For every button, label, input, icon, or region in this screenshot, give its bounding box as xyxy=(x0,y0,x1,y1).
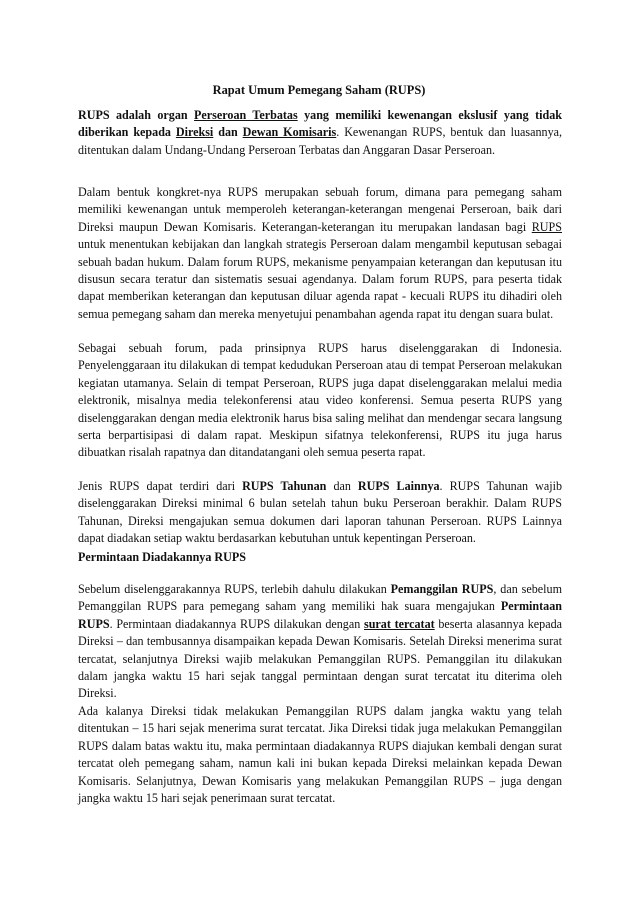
term-permintaan-rups: Permintaan RUPS xyxy=(78,599,562,631)
term-pemanggilan-rups: Pemanggilan RUPS xyxy=(390,582,494,596)
link-direksi[interactable]: Direksi xyxy=(175,125,214,140)
section-heading: Permintaan Diadakannya RUPS xyxy=(78,550,246,564)
paragraph-forum: Dalam bentuk kongkret-nya RUPS merupakan sebuah forum, dimana para pemegang saham memiliki kewenangan untuk memperoleh keterangan-keterangan mengenai Perseroan, baik dari Direksi maupun Dewan Komisaris. Keterangan-keterangan itu merupakan landasan bagi RUPS untuk menentukan kebijakan dan langkah strategis Perseroan dalam mengambil keputusan sebagai sebuah badan hukum. Dalam forum RUPS, mekanisme penyampaian keterangan dan keputusan itu disusun secara teratur dan sistematis sesuai agendanya. Dalam forum RUPS, para peserta tidak dapat memberikan keterangan dan keputusan diluar agenda rapat - kecuali RUPS itu dihadiri oleh semua pemegang saham dan mereka menyetujui penambahan agenda rapat itu dengan suara bulat. xyxy=(78,185,562,321)
paragraph-permintaan: Sebelum diselenggarakannya RUPS, terlebih dahulu dilakukan Pemanggilan RUPS, dan sebelum Pemanggilan RUPS para pemegang saham yang memiliki hak suara mengajukan Permintaan RUPS. Permintaan diadakannya RUPS dilakukan dengan surat tercatat beserta alasannya kepada Direksi – dan tembusannya disampaikan kepada Dewan Komisaris. Setelah Direksi menerima surat tercatat, selanjutnya Direksi wajib melakukan Pemanggilan RUPS. Pemanggilan itu dilakukan dalam jangka waktu 15 hari sejak tanggal permintaan dengan surat tercatat itu diterima oleh Direksi. xyxy=(78,582,562,701)
paragraph-jenis-rups: Jenis RUPS dapat terdiri dari RUPS Tahunan dan RUPS Lainnya. RUPS Tahunan wajib diselenggarakan Direksi minimal 6 bulan setelah tahun buku Perseroan berakhir. Dalam RUPS Tahunan, Direksi mengajukan semua dokumen dari laporan tahunan Perseroan. RUPS Lainnya dapat diadakan setiap waktu berdasarkan kebutuhan untuk kepentingan Perseroan. xyxy=(78,479,562,546)
document-title: Rapat Umum Pemegang Saham (RUPS) xyxy=(212,83,426,97)
paragraph-definition: RUPS adalah organ Perseroan Terbatas yang memiliki kewenangan ekslusif yang tidak diberikan kepada Direksi dan Dewan Komisaris. Kewenangan RUPS, bentuk dan luasannya, ditentukan dalam Undang-Undang Perseroan Terbatas dan Anggaran Dasar Perseroan. xyxy=(78,108,563,157)
link-dewan-komisaris[interactable]: Dewan Komisaris xyxy=(242,125,337,140)
link-perseroan-terbatas[interactable]: Perseroan Terbatas xyxy=(194,108,298,122)
term-rups-lainnya: RUPS Lainnya xyxy=(357,479,440,493)
term-rups-tahunan: RUPS Tahunan xyxy=(242,479,327,493)
paragraph-direksi-lalai: Ada kalanya Direksi tidak melakukan Pemanggilan RUPS dalam jangka waktu yang telah ditentukan – 15 hari sejak menerima surat tercatat. Jika Direksi tidak juga melakukan Pemanggilan RUPS dalam batas waktu itu, maka permintaan diadakannya RUPS diajukan kembali dengan surat tercatat oleh pemegang saham, namun kali ini bukan kepada Direksi melainkan kepada Dewan Komisaris. Selanjutnya, Dewan Komisaris yang melakukan Pemanggilan RUPS – juga dengan jangka waktu 15 hari sejak penerimaan surat tercatat. xyxy=(78,704,562,806)
paragraph-penyelenggaraan: Sebagai sebuah forum, pada prinsipnya RUPS harus diselenggarakan di Indonesia. Penyelenggaraan itu dilakukan di tempat kedudukan Perseroan atau di tempat Perseroan melakukan kegiatan utamanya. Selain di tempat Perseroan, RUPS juga dapat diselenggarakan melalui media elektronik, misalnya media telekonferensi atau video konferensi. Semua peserta RUPS yang diselenggarakan dengan media elektronik harus bisa saling melihat dan mendengar secara langsung serta berpartisipasi di dalam rapat. Meskipun sifatnya telekonferensi, RUPS itu juga harus dibuatkan risalah rapatnya dan ditandatangani oleh semua peserta rapat. xyxy=(78,341,562,460)
p1-lead: RUPS adalah organ Perseroan Terbatas yang memiliki kewenangan ekslusif yang tidak diberikan kepada Direksi dan Dewan Komisaris xyxy=(78,108,563,140)
term-surat-tercatat: surat tercatat xyxy=(364,616,435,631)
link-rups[interactable]: RUPS xyxy=(531,219,562,234)
